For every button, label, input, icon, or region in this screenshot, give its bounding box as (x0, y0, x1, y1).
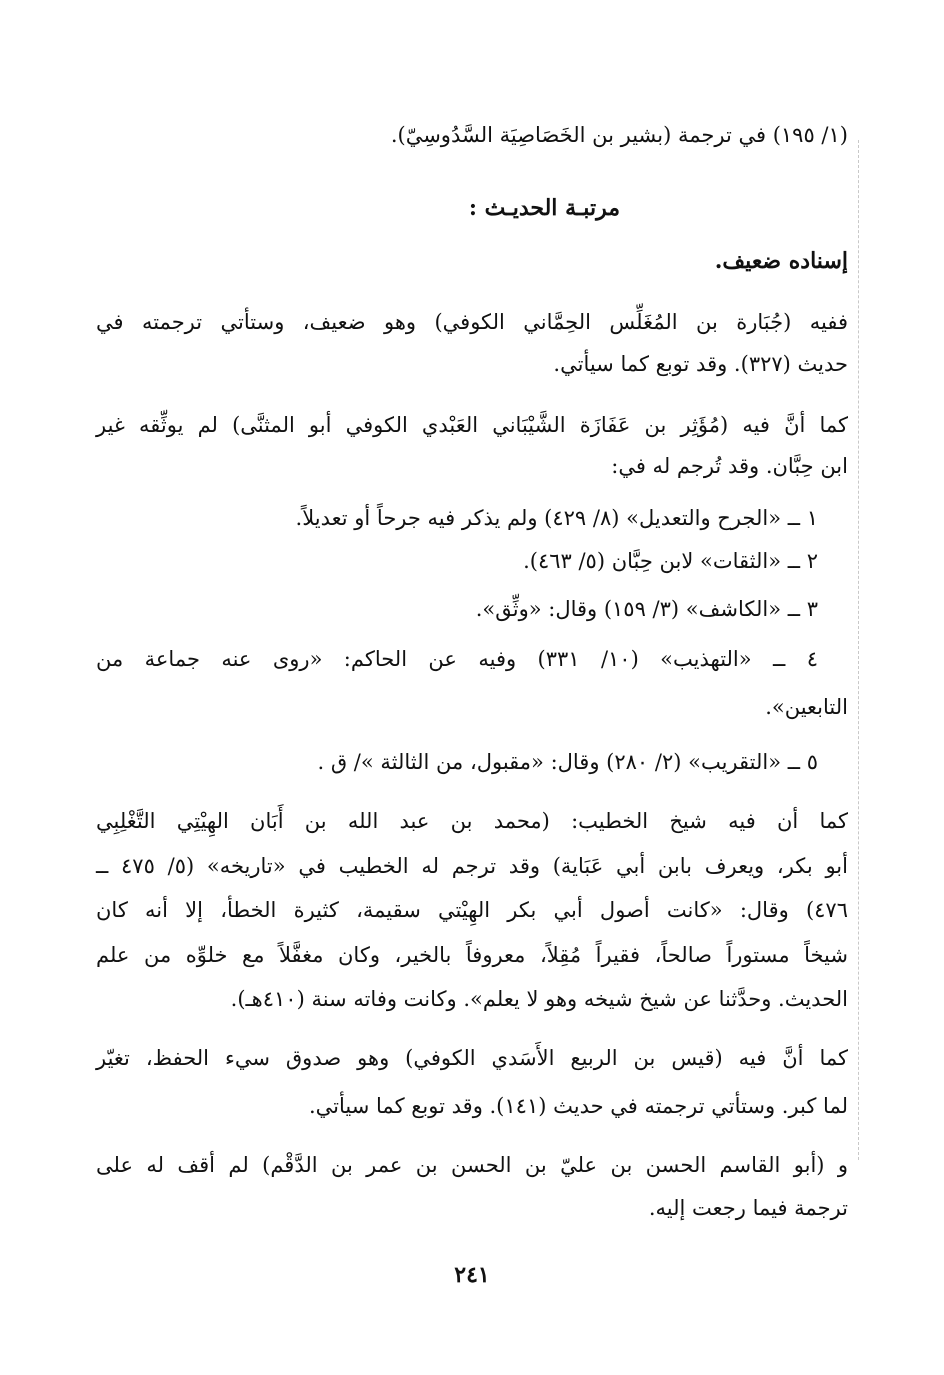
isnad-verdict: إسناده ضعيف. (714, 248, 848, 274)
paragraph-line: حديث (٣٢٧). وقد توبع كما سيأتي. (553, 352, 848, 376)
list-item: ٣ ــ «الكاشف» (٣/ ١٥٩) وقال: «وثِّق». (475, 597, 818, 621)
section-heading: مرتبـة الحديـث : (468, 195, 620, 221)
paragraph-line: ترجمة فيما رجعت إليه. (648, 1196, 848, 1220)
paragraph-line: لما كبر. وستأتي ترجمته في حديث (١٤١). وقد توبع كما سيأتي. (309, 1094, 848, 1118)
paragraph-line: ففيه (جُبَارة بن المُغَلِّس الحِمَّاني الكوفي) وهو ضعيف، وستأتي ترجمته في (96, 310, 848, 334)
paragraph-line: الحديث. وحدَّثنا عن شيخ شيخه وهو لا يعلم». وكانت وفاته سنة (٤١٠هـ). (230, 987, 848, 1011)
list-item-continuation: التابعين». (765, 695, 848, 719)
paragraph-line: و (أبو القاسم الحسن بن عليّ بن الحسن بن عمر بن الدَّقْم) لم أقف له على (96, 1153, 848, 1177)
paragraph-line: أبو بكر، ويعرف بابن أبي عَبَاية) وقد ترجم له الخطيب في «تاريخه» (٥/ ٤٧٥ ــ (96, 854, 848, 878)
paragraph-line: شيخاً مستوراً صالحاً، فقيراً مُقِلاً، معروفاً بالخير، وكان مغفَّلاً مع خلوِّه من علم (96, 943, 848, 967)
paragraph-line: كما أنَّ فيه (قيس بن الربيع الأَسَدي الكوفي) وهو صدوق سيء الحفظ، تغيّر (96, 1046, 848, 1070)
paragraph-line: كما أنَّ فيه (مُؤَثِر بن عَفَازَة الشَّيْبَاني العَبْدي الكوفي أبو المثنَّى) لم يوثِّقه غير (96, 413, 848, 437)
paragraph-line: ابن حِبَّان. وقد تُرجم له في: (611, 454, 848, 478)
list-item: ٢ ــ «الثقات» لابن حِبَّان (٥/ ٤٦٣). (523, 549, 818, 573)
paragraph-line: ٤٧٦) وقال: «كانت أصول أبي بكر الهِيْتي سقيمة، كثيرة الخطأ، إلا أنه كان (96, 898, 848, 922)
paragraph-line: كما أن فيه شيخ الخطيب: (محمد بن عبد الله بن أَبَان الهِيْتِي التَّغْلِبِي (96, 809, 848, 833)
list-item: ٤ ــ «التهذيب» (١٠/ ٣٣١) وفيه عن الحاكم: «روى عنه جماعة من (96, 647, 818, 671)
page-number: ٢٤١ (454, 1262, 490, 1288)
text-line-citation: (١/ ١٩٥) في ترجمة (بشير بن الخَصَاصِيَة السَّدُوسِيّ). (390, 123, 848, 147)
scan-edge-mark (858, 140, 860, 1160)
list-item: ٥ ــ «التقريب» (٢/ ٢٨٠) وقال: «مقبول، من الثالثة »/ ق . (317, 750, 818, 774)
list-item: ١ ــ «الجرح والتعديل» (٨/ ٤٢٩) ولم يذكر فيه جرحاً أو تعديلاً. (295, 506, 818, 530)
